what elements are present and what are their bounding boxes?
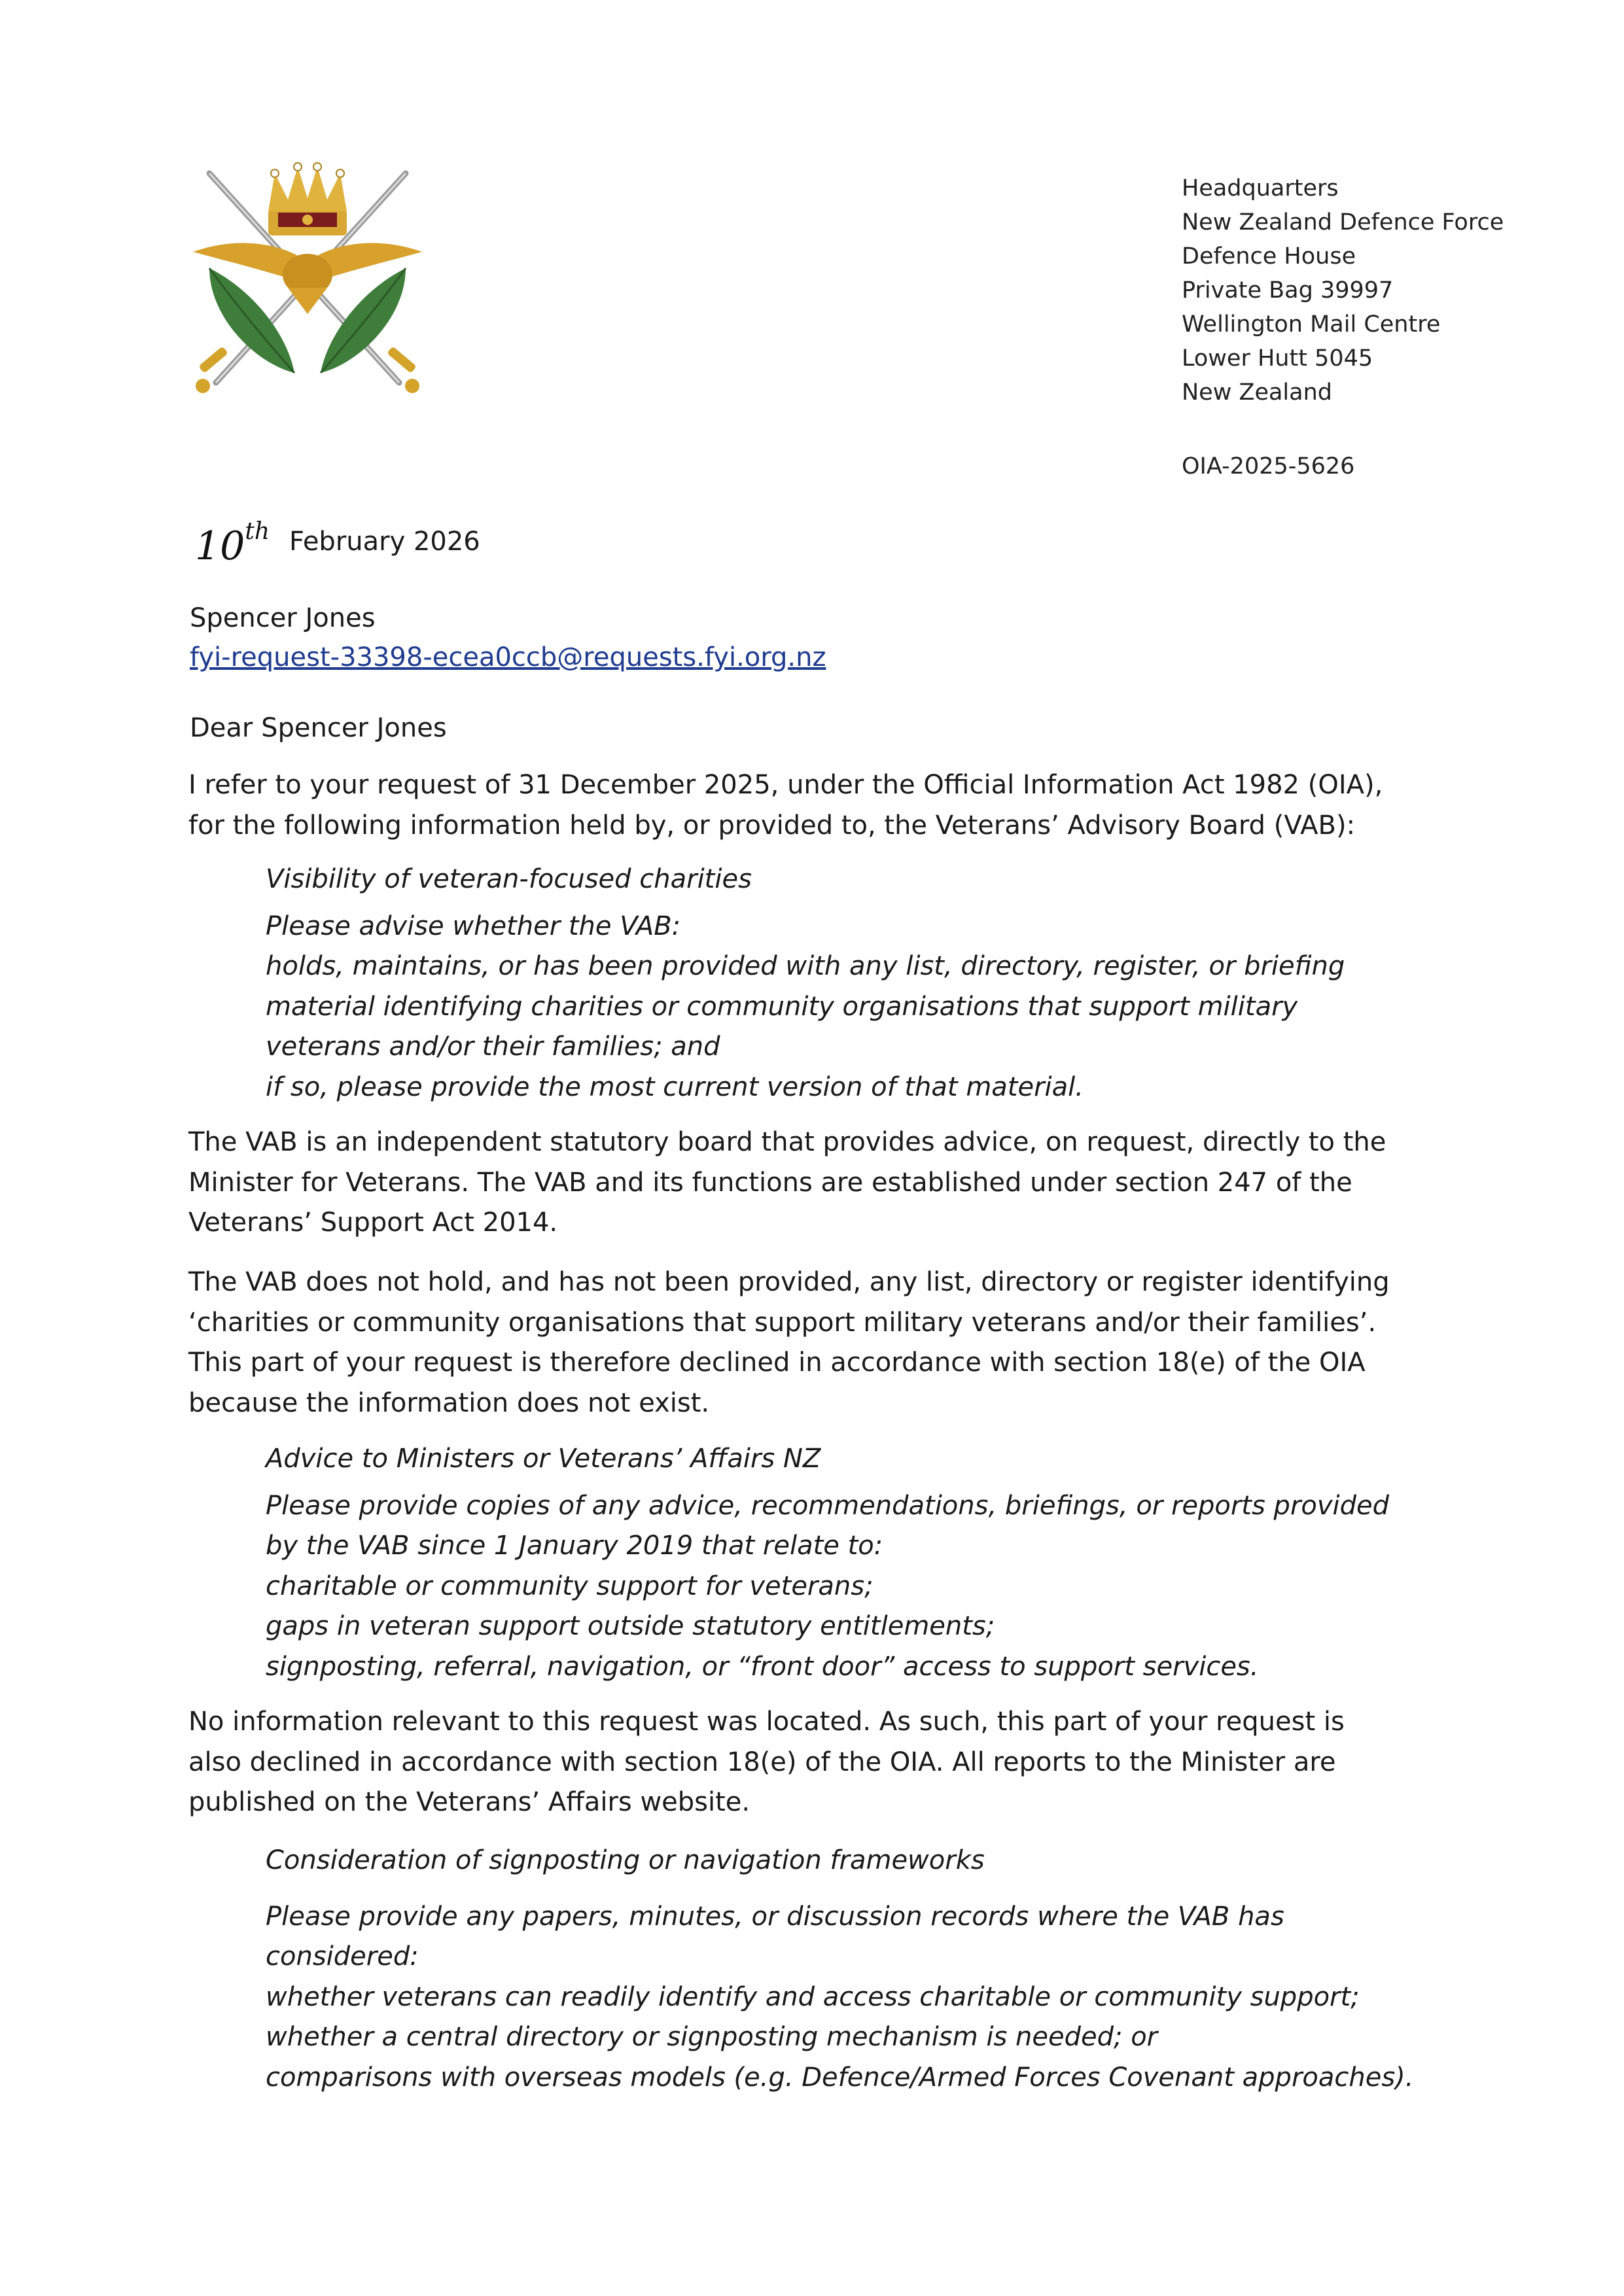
quote-line: considered: <box>266 1941 419 1972</box>
text-line: No information relevant to this request was located. As such, this part of your request is <box>188 1707 1345 1737</box>
quote-line: Please advise whether the VAB: <box>266 911 681 941</box>
reference-number: OIA-2025-5626 <box>1182 453 1355 479</box>
quote-line: holds, maintains, or has been provided with any list, directory, register, or briefing <box>266 951 1345 981</box>
handwritten-day-suffix: th <box>245 518 270 545</box>
quote-line: by the VAB since 1 January 2019 that relate to: <box>266 1531 883 1561</box>
address-line: Defence House <box>1182 243 1356 270</box>
request-quote-1 <box>266 860 1443 1107</box>
quote-line: material identifying charities or community organisations that support military <box>266 991 1298 1022</box>
text-line: ‘charities or community organisations that support military veterans and/or their families’. <box>188 1307 1377 1338</box>
address-line: New Zealand <box>1182 379 1332 406</box>
text-line: published on the Veterans’ Affairs website. <box>188 1787 750 1817</box>
text-line: The VAB is an independent statutory board that provides advice, on request, directly to the <box>188 1127 1386 1157</box>
quote-line: charitable or community support for veterans; <box>266 1571 874 1601</box>
quote-line: comparisons with overseas models (e.g. Defence/Armed Forces Covenant approaches). <box>266 2062 1414 2093</box>
recipient-email-link[interactable]: fyi-request-33398-ecea0ccb@requests.fyi.org.nz <box>190 642 826 672</box>
response-paragraph-3 <box>188 1702 1451 1823</box>
text-line: I refer to your request of 31 December 2025, under the Official Information Act 1982 (OIA), <box>188 770 1383 800</box>
quote-line: veterans and/or their families; and <box>266 1032 720 1062</box>
recipient-block <box>190 599 826 677</box>
address-line: Headquarters <box>1182 175 1339 201</box>
address-line: New Zealand Defence Force <box>1182 209 1504 235</box>
handwritten-day <box>195 518 270 569</box>
text-line: This part of your request is therefore declined in accordance with section 18(e) of the OIA <box>188 1348 1366 1378</box>
response-paragraph-1 <box>188 1122 1451 1244</box>
text-line: The VAB does not hold, and has not been provided, any list, directory or register identifying <box>188 1267 1390 1297</box>
address-line: Lower Hutt 5045 <box>1182 345 1373 372</box>
text-line: because the information does not exist. <box>188 1387 710 1418</box>
recipient-name: Spencer Jones <box>190 603 376 633</box>
quote-line: Please provide any papers, minutes, or discussion records where the VAB has <box>266 1901 1284 1932</box>
salutation: Dear Spencer Jones <box>190 713 447 743</box>
text-line: Veterans’ Support Act 2014. <box>188 1208 558 1238</box>
request-quote-3 <box>266 1841 1443 2098</box>
quote-heading: Visibility of veteran-focused charities <box>266 864 752 894</box>
intro-paragraph <box>188 765 1451 846</box>
sender-address <box>1182 171 1504 409</box>
quote-line: whether a central directory or signposting mechanism is needed; or <box>266 2022 1158 2052</box>
text-line: Minister for Veterans. The VAB and its functions are established under section 247 of the <box>188 1167 1352 1198</box>
quote-line: Please provide copies of any advice, recommendations, briefings, or reports provided <box>266 1490 1390 1521</box>
quote-line: signposting, referral, navigation, or “front door” access to support services. <box>266 1651 1259 1682</box>
nzdf-crest-icon <box>183 147 432 402</box>
date-month-year: February 2026 <box>289 527 480 557</box>
handwritten-day-number: 10 <box>195 523 245 569</box>
quote-line: gaps in veteran support outside statutory entitlements; <box>266 1611 995 1641</box>
quote-line: whether veterans can readily identify and access charitable or community support; <box>266 1981 1360 2012</box>
address-line: Private Bag 39997 <box>1182 277 1394 304</box>
address-line: Wellington Mail Centre <box>1182 311 1441 338</box>
quote-line: if so, please provide the most current version of that material. <box>266 1071 1084 1102</box>
text-line: for the following information held by, or provided to, the Veterans’ Advisory Board (VAB): <box>188 810 1356 841</box>
quote-heading: Consideration of signposting or navigation frameworks <box>266 1845 985 1875</box>
response-paragraph-2 <box>188 1262 1451 1423</box>
request-quote-2 <box>266 1439 1443 1687</box>
text-line: also declined in accordance with section 18(e) of the OIA. All reports to the Minister are <box>188 1747 1336 1777</box>
quote-heading: Advice to Ministers or Veterans’ Affairs NZ <box>266 1444 821 1474</box>
